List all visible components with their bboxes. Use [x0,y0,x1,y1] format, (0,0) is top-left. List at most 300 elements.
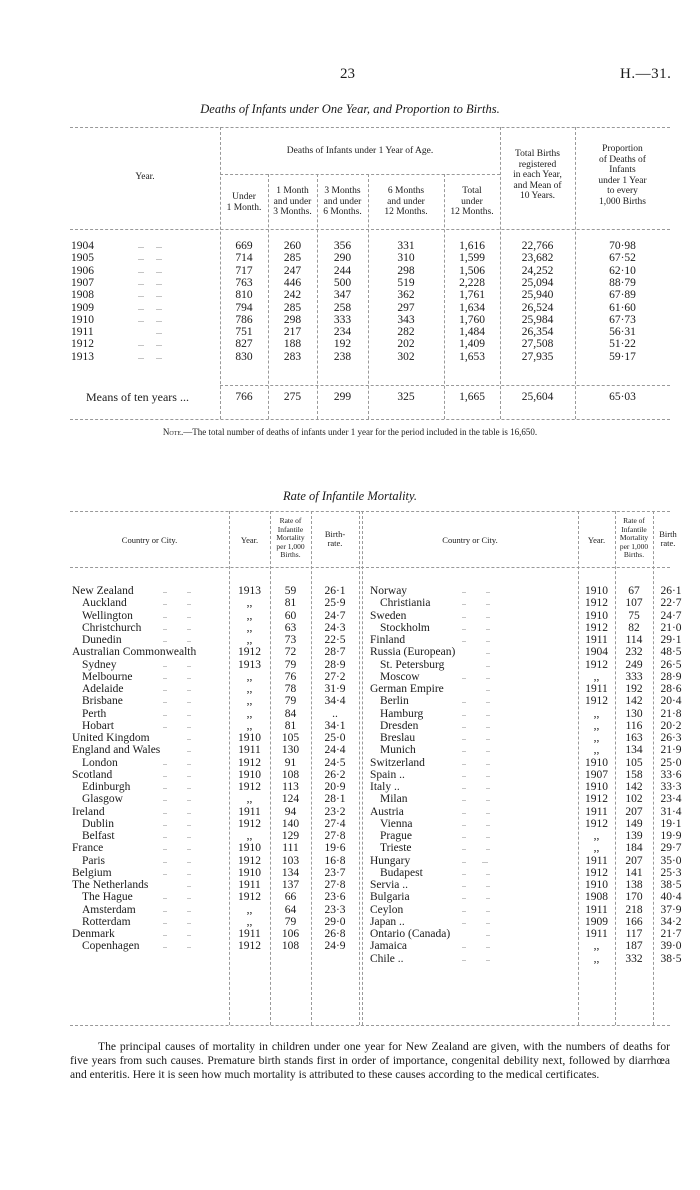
year-cell: 1912 [71,338,94,351]
birthrate-cell: 28·9 [324,658,346,671]
m6-12-cell: 298 [397,264,415,277]
year-cell: 1912 [238,817,261,830]
leader-dots: .. .. [462,757,490,767]
birthrate-cell: 37·9 [660,903,682,916]
header-total-births: Total Births registered in each Year, and Mean of 10 Years. [513,149,562,201]
year-cell: 1910 [585,585,608,597]
country-name-cell: United Kingdom [72,732,150,744]
birthrate-cell: 27·4 [324,817,346,830]
leader-dots: .. .. [462,745,490,755]
leader-dots: .. .. [462,733,490,742]
rate-cell: 232 [625,646,643,659]
means-total: 1,665 [459,391,485,403]
header-rate-left: Rate of Infantile Mortality per 1,000 Births. [276,516,305,560]
year-cell: ,, [246,609,253,622]
year-cell: 1904 [585,646,608,659]
year-cell: ,, [593,952,600,965]
paragraph-text: The principal causes of mortality in children under one year for New Zealand are given, with the numbers of deaths for five years from such causes. Premature birth stands first in order of importance, congenital debility next, followed by diarrhœa and enteritis. Here it is seen how much mortality is attributed to these causes according to the medical certificates. [70,1040,670,1081]
m3-6-cell: 333 [333,313,352,326]
rate-cell: 107 [625,597,643,610]
birthrate-cell: 24·7 [324,609,346,622]
table2-double-rule [359,511,360,1025]
year-cell: ,, [593,940,600,953]
birthrate-cell: 23·2 [324,805,346,818]
birthrate-cell: 33·6 [660,768,682,781]
leader-dots: .. .. [163,904,191,914]
rate-cell: 117 [625,928,643,940]
birthrate-cell: 26·1 [324,585,346,597]
birthrate-cell: 28·9 [660,670,682,683]
leader-dots: .. .. [163,941,191,951]
header-country-left: Country or City. [121,535,178,545]
table1-group-rule [220,174,500,175]
rate-cell: 332 [625,952,643,965]
header-birthrate-right: Birth rate. [659,529,677,548]
country-name-cell: Glasgow [82,793,123,806]
rate-cell: 72 [284,646,297,659]
m6-12-cell: 362 [397,289,415,302]
leader-dots: .. .. [163,843,191,853]
rate-cell: 163 [625,732,643,744]
year-cell: 1910 [585,879,608,891]
country-name-cell: Christchurch [82,621,142,634]
header-proportion: Proportion of Deaths of Infants under 1 Year to every 1,000 Births [598,144,647,207]
country-name-cell: Sweden [370,609,407,622]
birthrate-cell: 39·0 [660,940,682,953]
country-name-cell: Christiania [380,597,431,610]
leader-dots: .. .. [163,929,191,938]
birthrate-cell: 25·9 [324,597,346,610]
m1-3-cell: 188 [283,338,302,351]
country-name-cell: Australian Commonwealth [72,646,197,659]
rate-cell: 184 [625,842,643,855]
note-text: —The total number of deaths of infants under 1 year for the period included in the table is 16,650. [183,427,538,437]
total-cell: 1,760 [459,313,485,326]
leader-dots: .. .. [163,659,191,669]
country-name-cell: Italy .. [370,781,400,793]
proportion-cell: 51·22 [609,338,636,351]
total-cell: 1,506 [459,264,485,277]
leader-dots: .. .. [163,794,191,804]
rate-cell: 170 [625,891,643,904]
rate-cell: 79 [284,658,297,671]
m3-6-cell: 347 [333,289,352,302]
rate-cell: 106 [281,928,300,940]
proportion-cell: 70·98 [609,240,636,252]
country-name-cell: Servia .. [370,879,409,891]
rate-cell: 134 [625,744,643,757]
rate-cell: 79 [284,695,297,708]
leader-dots: .. .. [462,818,490,828]
leader-dots: .. .. [163,635,191,644]
under-1-month-cell: 763 [235,276,253,289]
birthrate-cell: 22·7 [660,597,682,610]
leader-dots: .. .. [163,867,191,877]
header-year-left: Year. [240,535,259,545]
leader-dots: .. .. [462,794,490,804]
births-cell: 27,508 [521,338,554,351]
birthrate-cell: 23·3 [324,903,346,916]
country-name-cell: Stockholm [380,621,430,634]
rate-cell: 207 [625,805,643,818]
birthrate-cell: 23·4 [660,793,682,806]
birthrate-cell: 28·6 [660,683,682,695]
rate-cell: 102 [625,793,643,806]
document-reference: H.—31. [620,66,672,82]
country-name-cell: Milan [380,793,408,806]
header-year-right: Year. [587,535,606,545]
means-label: Means of ten years ... [86,390,189,404]
birthrate-cell: 24·3 [324,621,346,634]
total-cell: 1,616 [459,240,485,252]
country-name-cell: Amsterdam [82,903,136,916]
m1-3-cell: 446 [283,276,302,289]
country-name-cell: Adelaide [82,683,124,695]
rate-cell: 137 [281,879,300,891]
total-cell: 1,599 [459,252,485,265]
leader-dots: .. .. [462,671,490,681]
leader-dots: .. .. [462,843,490,853]
country-name-cell: Perth [82,707,107,720]
leader-dots: ... ... [138,302,162,312]
total-cell: 1,653 [459,350,485,363]
total-cell: 1,409 [459,338,485,351]
country-name-cell: London [82,756,118,769]
birthrate-cell: 29·0 [324,915,346,928]
birthrate-cell: 27·8 [324,830,346,842]
leader-dots: .. .. [163,598,191,608]
leader-dots: .. .. [462,769,490,779]
country-name-cell: New Zealand [72,585,134,597]
leader-dots: ... ... [138,265,162,275]
country-name-cell: Vienna [380,817,413,830]
birthrate-cell: 21·9 [660,744,682,757]
country-name-cell: Brisbane [82,695,123,708]
rate-cell: 333 [625,670,643,683]
birthrate-cell: 19·6 [324,842,346,855]
year-cell: 1906 [71,264,94,277]
year-cell: 1912 [585,695,608,708]
table1-note [0,427,700,437]
m1-3-cell: 298 [283,313,302,326]
country-name-cell: St. Petersburg [380,658,445,671]
country-name-cell: England and Wales [72,744,161,757]
year-cell: ,, [593,670,600,683]
birthrate-cell: 25·0 [660,756,682,769]
year-cell: 1908 [585,891,608,904]
country-name-cell: Jamaica [370,940,408,953]
m3-6-cell: 356 [333,240,352,252]
leader-dots: .. .. [462,696,490,706]
births-cell: 26,354 [521,326,554,339]
leader-dots: .. .. [163,782,191,791]
leader-dots: .. .. [163,769,191,779]
country-name-cell: France [72,842,104,855]
year-cell: 1912 [238,646,261,659]
m6-12-cell: 519 [397,276,415,289]
rate-cell: 192 [625,683,643,695]
leader-dots: .. .. [163,720,191,730]
country-name-cell: Japan .. [370,915,405,928]
leader-dots: .. .. [462,880,490,889]
m3-6-cell: 290 [333,252,352,265]
births-cell: 25,094 [521,276,554,289]
year-cell: ,, [246,719,253,732]
total-cell: 1,484 [459,326,485,339]
year-cell: 1912 [585,597,608,610]
m1-3-cell: 285 [283,252,302,265]
births-cell: 23,682 [521,252,554,265]
year-cell: 1910 [238,842,261,855]
year-cell: 1911 [585,854,608,867]
year-cell: ,, [593,707,600,720]
table1-top-rule [70,127,670,128]
rate-cell: 91 [284,756,297,769]
birthrate-cell: 26·2 [324,768,346,781]
births-cell: 22,766 [521,240,554,252]
leader-dots: .. .. [163,696,191,706]
birthrate-cell: 19·9 [660,830,682,842]
country-name-cell: Scotland [72,768,113,781]
leader-dots: ... ... [138,339,162,349]
under-1-month-cell: 714 [235,252,253,265]
year-cell: 1912 [238,854,261,867]
rate-cell: 116 [625,719,643,732]
m1-3-cell: 247 [283,264,302,277]
birthrate-cell: 24·9 [324,940,346,953]
country-name-cell: Wellington [82,609,133,622]
year-cell: 1904 [71,240,94,252]
rate-cell: 218 [625,903,643,916]
proportion-cell: 56·31 [609,326,636,339]
leader-dots: .. .. [163,671,191,681]
leader-dots: .. .. [462,953,490,963]
means-1-to-3-months: 275 [283,391,302,403]
rate-cell: 105 [281,732,300,744]
leader-dots: .. [462,929,490,938]
proportion-cell: 62·10 [609,264,636,277]
under-1-month-cell: 786 [235,313,253,326]
m3-6-cell: 238 [333,350,352,363]
birthrate-cell: 20·4 [660,695,682,708]
m3-6-cell: 192 [333,338,352,351]
header-3-to-6-months: 3 Months and under 6 Months. [323,186,362,217]
rate-cell: 134 [281,866,300,879]
m6-12-cell: 282 [397,326,415,339]
country-name-cell: Prague [380,830,412,842]
year-cell: ,, [246,793,253,806]
leader-dots: ... ... [138,351,162,361]
rate-cell: 158 [625,768,643,781]
table1-means-rule [220,385,670,386]
year-cell: ,, [246,634,253,646]
under-1-month-cell: 669 [235,240,253,252]
m3-6-cell: 500 [333,276,352,289]
leader-dots: .. .. [163,708,191,718]
rate-cell: 60 [284,609,297,622]
header-total-under-12-months: Total under 12 Months. [450,186,494,217]
country-name-cell: Russia (European) [370,646,456,659]
year-cell: 1911 [238,744,261,757]
birthrate-cell: 26·5 [660,658,682,671]
year-cell: 1913 [71,350,94,363]
rate-cell: 141 [625,866,643,879]
year-cell: 1911 [585,805,608,818]
under-1-month-cell: 827 [235,338,253,351]
country-name-cell: Chile .. [370,952,404,965]
birthrate-cell: 31·4 [660,805,682,818]
year-cell: 1913 [238,585,261,597]
birthrate-cell: 25·0 [324,732,346,744]
leader-dots: .. .. [462,622,490,632]
leader-dots: .. ... [462,855,488,865]
country-name-cell: Sydney [82,658,117,671]
year-cell: 1907 [585,768,608,781]
year-cell: 1910 [585,609,608,622]
birthrate-cell: .. [332,707,338,720]
birthrate-cell: 29·7 [660,842,682,855]
year-cell: ,, [593,744,600,757]
leader-dots: ... ... [138,290,162,300]
table2-bottom-rule [70,1025,670,1026]
country-name-cell: Auckland [82,597,127,610]
leader-dots: .. .. [462,782,490,791]
rate-cell: 59 [284,585,297,597]
year-cell: 1911 [238,805,261,818]
leader-dots: .. .. [462,916,490,926]
rate-cell: 138 [625,879,643,891]
country-name-cell: Ireland [72,805,105,818]
rate-cell: 111 [282,842,299,855]
rate-cell: 63 [284,621,297,634]
proportion-cell: 67·52 [609,252,636,265]
means-6-to-12-months: 325 [397,391,415,403]
country-name-cell: Hobart [82,719,114,732]
year-cell: ,, [593,732,600,744]
leader-dots: .. [163,745,191,755]
table2-double-rule [362,511,363,1025]
country-name-cell: Edinburgh [82,781,131,793]
rate-cell: 142 [625,695,643,708]
rate-cell: 103 [281,854,300,867]
year-cell: 1910 [238,732,261,744]
rate-cell: 79 [284,915,297,928]
leader-dots: .. .. [163,610,191,620]
leader-dots: .. .. [163,855,191,865]
births-cell: 27,935 [521,350,554,363]
leader-dots: ... [138,327,162,337]
leader-dots: .. [462,647,490,657]
header-under-1-month: Under 1 Month. [226,192,262,213]
table2-top-rule [70,511,670,512]
proportion-cell: 61·60 [609,301,636,314]
rate-cell: 73 [284,634,297,646]
year-cell: 1911 [238,879,261,891]
m6-12-cell: 302 [397,350,415,363]
year-cell: 1912 [238,940,261,953]
birthrate-cell: 27·2 [324,670,346,683]
proportion-cell: 67·89 [609,289,636,302]
year-cell: 1912 [585,817,608,830]
rate-cell: 130 [625,707,643,720]
table1-bottom-rule [70,419,670,420]
birthrate-cell: 33·3 [660,781,682,793]
year-cell: ,, [246,683,253,695]
year-cell: 1910 [238,768,261,781]
leader-dots: .. .. [163,622,191,632]
year-cell: 1912 [238,781,261,793]
m6-12-cell: 310 [397,252,415,265]
leader-dots: ... ... [138,277,162,287]
country-name-cell: Belfast [82,830,115,842]
country-name-cell: The Hague [82,891,133,904]
year-cell: 1911 [585,928,608,940]
leader-dots: .. .. [462,635,490,644]
leader-dots: .. [462,684,490,693]
birthrate-cell: 26·3 [660,732,682,744]
year-cell: ,, [246,903,253,916]
birthrate-cell: 28·1 [324,793,346,806]
country-name-cell: Trieste [380,842,412,855]
rate-cell: 81 [284,597,297,610]
country-name-cell: Spain .. [370,768,405,781]
country-name-cell: Moscow [380,670,420,683]
m1-3-cell: 217 [283,326,302,339]
rate-cell: 78 [284,683,297,695]
year-cell: ,, [246,597,253,610]
country-name-cell: Dunedin [82,634,122,646]
table1-header-rule [70,229,670,230]
rate-cell: 249 [625,658,643,671]
year-cell: 1911 [585,634,608,646]
year-cell: 1911 [238,928,261,940]
leader-dots: .. .. [163,757,191,767]
means-3-to-6-months: 299 [333,391,352,403]
leader-dots: .. .. [163,818,191,828]
country-name-cell: Switzerland [370,756,425,769]
leader-dots: .. .. [462,708,490,718]
year-cell: 1910 [585,756,608,769]
country-name-cell: Norway [370,585,408,597]
m3-6-cell: 258 [333,301,352,314]
country-name-cell: Hamburg [380,707,424,720]
birthrate-cell: 26·1 [660,585,682,597]
causes-paragraph [70,1040,670,1082]
birthrate-cell: 19·1 [660,817,682,830]
leader-dots: .. [163,880,191,889]
rate-cell: 82 [628,621,640,634]
m6-12-cell: 343 [397,313,415,326]
birthrate-cell: 28·7 [324,646,346,659]
birthrate-cell: 24·4 [324,744,346,757]
m6-12-cell: 202 [397,338,415,351]
birthrate-cell: 27·8 [324,879,346,891]
year-cell: ,, [246,621,253,634]
m6-12-cell: 331 [397,240,415,252]
header-country-right: Country or City. [442,535,498,545]
birthrate-cell: 34·4 [324,695,346,708]
leader-dots: .. .. [163,892,191,902]
birthrate-cell: 20·9 [324,781,346,793]
leader-dots: .. .. [462,586,490,595]
country-name-cell: Paris [82,854,105,867]
leader-dots: .. .. [462,904,490,914]
means-births: 25,604 [521,391,554,403]
births-cell: 25,940 [521,289,554,302]
country-name-cell: Budapest [380,866,423,879]
country-name-cell: Copenhagen [82,940,140,953]
year-cell: 1912 [585,793,608,806]
